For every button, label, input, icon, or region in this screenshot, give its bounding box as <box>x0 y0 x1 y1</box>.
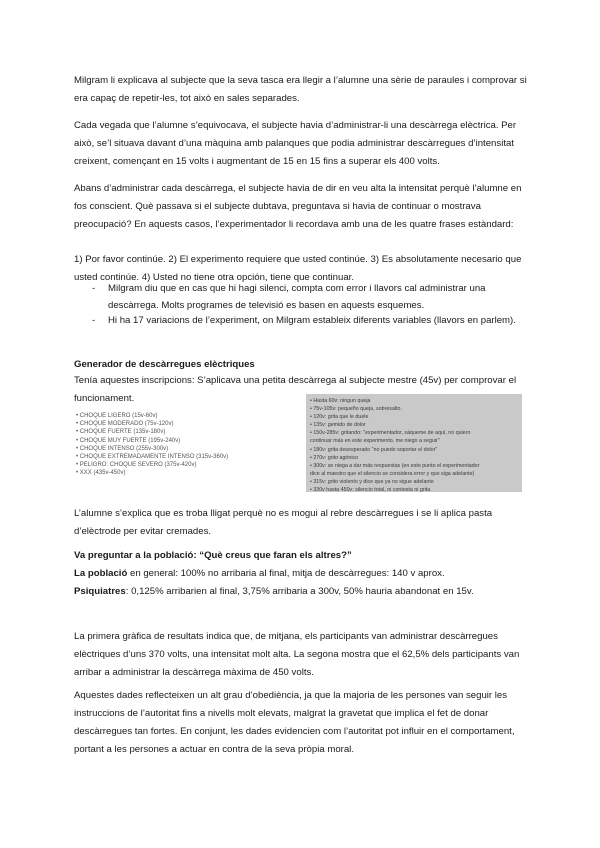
poll-line-population <box>74 565 530 583</box>
shock-labels-image <box>76 412 266 490</box>
shock-label: • PELIGRO: CHOQUE SEVERO (375v-420v) <box>76 462 197 469</box>
reaction-line: • 120v: grita que le duele <box>310 414 369 421</box>
shock-label: • CHOQUE MUY FUERTE (195v-240v) <box>76 437 181 444</box>
poll-text: en general: 100% no arribaria al final, mitja de descàrregues: 140 v aprox. <box>127 568 445 579</box>
shock-label: • XXX (435v-450v) <box>76 470 126 477</box>
reaction-line: • 75v-105v: pequeño queja, sobresalto. <box>310 406 402 413</box>
paragraph-intro: Milgram li explicava al subjecte que la seva tasca era llegir a l’alumne una sèrie de paraules i comprovar si era capaç de repetir-les, tot això en sales separades. <box>74 75 527 104</box>
reaction-line: • 270v: grito agónico <box>310 454 359 461</box>
poll-line-psychiatrists <box>74 583 530 601</box>
paragraph-generator: Tenía aquestes inscripcions: S’aplicava una petita descàrrega al subjecte mestre (45v) per comprovar el funcionament. <box>74 375 517 404</box>
shock-label: • CHOQUE INTENSO (255v-300v) <box>76 445 169 452</box>
reaction-line: continuar más en este experimento, me niego a seguir" <box>310 438 440 445</box>
learner-reactions-image <box>306 394 522 492</box>
reaction-line: • Hasta 60v: ningun queja <box>310 398 371 404</box>
paragraph-electrode: L’alumne s’explica que es troba lligat perquè no es mogui al rebre descàrregues i se li aplica pasta d’elèctrode per evitar cremades. <box>74 508 493 537</box>
shock-label: • CHOQUE FUERTE (135v-180v) <box>76 429 166 436</box>
paragraph-shocks: Cada vegada que l’alumne s’equivocava, el subjecte havia d’administrar-li una descàrrega elèctrica. Per això, se’l situava davant d’una màquina amb palanques que podia administrar descàrregues d’intensitat creixent, començant en 15 volts i augmentant de 15 en 15 fins a superar els 400 volts. <box>74 120 517 167</box>
paragraph-conclusion: Aquestes dades reflecteixen un alt grau d’obediència, ja que la majoria de les persones van seguir les instruccions de l’autoritat fins a nivells molt elevats, malgrat la gravetat que implica el fet de donar descàrregues tan fortes. En conjunt, les dades evidencien com l’autoritat pot influir en el comportament, portant a les persones a actuar en contra de la seva pròpia moral. <box>74 690 515 755</box>
reaction-line: • 135v: gemido de dolor <box>310 422 366 429</box>
poll-text: : 0,125% arribarien al final, 3,75% arribaria a 300v, 50% hauria abandonat en 15v. <box>125 586 474 597</box>
bullet-text: Milgram diu que en cas que hi hagi silenci, compta com error i llavors cal administrar una descàrrega. Molts programes de televisió es basen en aquests esquemes. <box>108 283 486 311</box>
paragraph-results: La primera gràfica de resultats indica que, de mitjana, els participants van administrar descàrregues elèctriques d’uns 370 volts, una intensitat molt alta. La segona mostra que el 62,5% dels participants van arribar a administrar la descàrrega màxima de 450 volts. <box>74 631 520 678</box>
reaction-line: • 150v-285v: gritando: "experimentador, sáqueme de aquí, no quiero <box>310 430 471 437</box>
poll-bold-label: La població <box>74 568 128 579</box>
section-heading-generator: Generador de descàrregues elèctriques <box>74 359 255 370</box>
bullet-text: Hi ha 17 variacions de l’experiment, on Milgram estableix diferents variables (llavors en parlem). <box>108 315 516 326</box>
shock-label: • CHOQUE LIGERO (15v-60v) <box>76 413 158 419</box>
bullet-dash: - <box>92 315 96 326</box>
paragraph-prompts: Abans d’administrar cada descàrrega, el subjecte havia de dir en veu alta la intensitat perquè l’alumne en fos conscient. Què passava si el subjecte dubtava, preguntava si havia de continuar o mostrava preocupació? En aquests casos, l’experimentador li recordava amb una de les quatre frases estàndard: <box>74 183 522 230</box>
reaction-line: • 180v: grita desesperado "no puedo soportar el dolor" <box>310 446 438 453</box>
bullet-dash: - <box>92 283 96 294</box>
shock-label: • CHOQUE MODERADO (75v-120v) <box>76 421 174 428</box>
section-heading-poll: Va preguntar a la població: “Què creus que faran els altres?” <box>74 550 352 561</box>
reaction-line: • 300v: se niega a dar más respuestas (en este punto el experimentador <box>310 462 480 469</box>
paragraph-standard-phrases: 1) Por favor continúe. 2) El experimento requiere que usted continúe. 3) Es absolutamente necesario que usted continúe. 4) Usted no tiene otra opción, tiene que continuar. <box>74 254 522 283</box>
reaction-line: • 315v: grito violento y dice que ya no sigue adelante <box>310 478 434 485</box>
reaction-line: dice al maestro que el silencio se considera error y que siga adelante) <box>310 470 475 477</box>
shock-label: • CHOQUE EXTREMADAMENTE INTENSO (315v-360v) <box>76 454 229 461</box>
poll-bold-label: Psiquiatres <box>74 586 126 597</box>
reaction-line: • 330v hasta 450v: silencio total, ni contesta ni grita <box>310 487 431 492</box>
